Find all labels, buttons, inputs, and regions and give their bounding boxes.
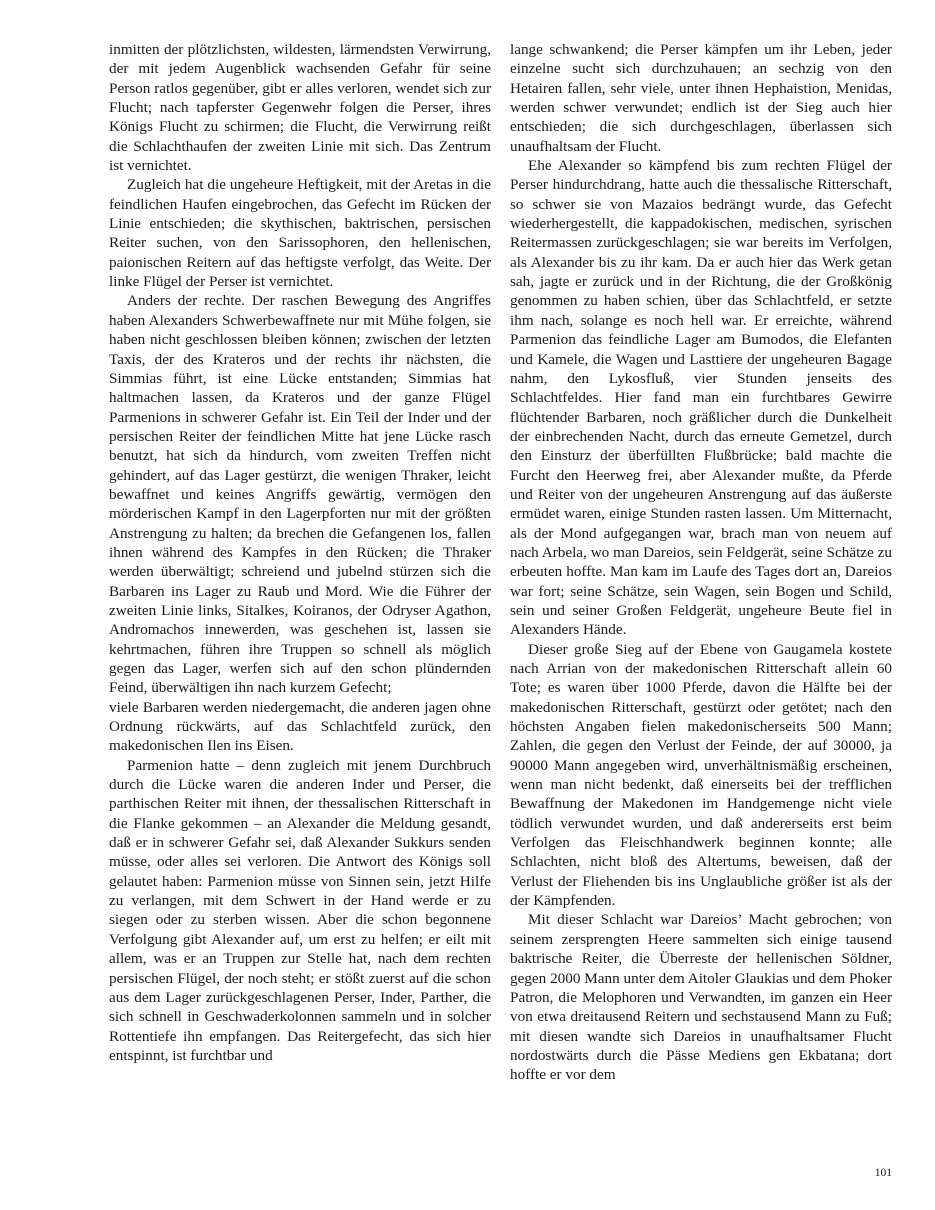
page-number: 101 <box>874 1167 892 1179</box>
paragraph: lange schwankend; die Perser kämpfen um ihr Leben, jeder einzelne sucht sich durchzuhauen; an sechzig von den Hetairen fallen, sehr viele, unter ihnen Hephaistion, Menidas, werden schwer verwundet; endlich ist der Sieg auch hier entschieden; die sich durchgeschlagen, überlassen sich unaufhaltsam der Flucht. <box>510 41 892 155</box>
paragraph: Mit dieser Schlacht war Dareios’ Macht gebrochen; von seinem zersprengten Heere sammelten sich einige tausend baktrische Reiter, die Überreste der hellenischen Söldner, gegen 2000 Mann unter dem Aitoler Glaukias und dem Phoker Patron, die Melophoren und Verwandten, im ganzen ein Heer von etwa dreitausend Reitern und sechstausend Mann zu Fuß; mit diesen wandte sich Dareios in unaufhaltsamer Flucht nordostwärts durch die Pässe Mediens gen Ekbatana; dort hoffte er vor dem <box>510 911 892 1084</box>
left-text-column <box>109 40 491 1065</box>
paragraph: Zugleich hat die ungeheure Heftigkeit, mit der Aretas in die feindlichen Haufen eingebrochen, das Gefecht im Rücken der Linie entschieden; die skythischen, baktrischen, persischen Reiter suchen, von den Sarissophoren, den hellenischen, paionischen Reitern auf das heftigste verfolgt, das Weite. Der linke Flügel der Perser ist vernichtet. <box>109 176 491 291</box>
paragraph: Parmenion hatte – denn zugleich mit jenem Durchbruch durch die Lücke waren die anderen Inder und Perser, die parthischen Reiter mit ihnen, der thessalischen Ritterschaft in die Flanke gekommen – an Alexander die Meldung gesandt, daß er in schwerer Gefahr sei, daß Alexander Sukkurs senden müsse, oder alles sei verloren. Die Antwort des Königs soll gelautet haben: Parmenion müsse von Sinnen sein, jetzt Hilfe zu verlangen, mit dem Schwert in der Hand werde er zu siegen oder zu sterben wissen. Aber die schon begonnene Verfolgung gibt Alexander auf, um erst zu helfen; er eilt mit allem, was er an Truppen zur Stelle hat, nach dem rechten persischen Flügel, der noch steht; er stößt zuerst auf die schon aus dem Lager zurückgeschlagenen Perser, Inder, Parther, die sich schnell in Geschwaderkolonnen sammeln und in solcher Rottentiefe ihn empfangen. Das Reitergefecht, das sich hier entspinnt, ist furchtbar und <box>109 756 491 1064</box>
paragraph: Anders der rechte. Der raschen Bewegung des Angriffes haben Alexanders Schwerbewaffnete nur mit Mühe folgen, sie haben nicht geschlossen bleiben können; zwischen der letzten Taxis, der des Krateros und der rechts ihr nächsten, die Simmias führt, ist eine Lücke entstanden; Simmias hat haltmachen lassen, da Krateros und der ganze Flügel Parmenions in schwerer Gefahr ist. Ein Teil der Inder und der persischen Reiter der feindlichen Mitte hat jene Lücke rasch benutzt, hat sich da hindurch, vom zweiten Treffen nicht gehindert, auf das Lager gestürzt, die wenigen Thraker, leicht bewaffnet und keines Angriffs gewärtig, vermögen den mörderischen Kampf in den Lagerpforten nur mit der größten Anstrengung zu halten; da brechen die Gefangenen los, fallen ihnen während des Kampfes in den Rücken; die Thraker werden überwältigt; schreiend und jubelnd stürzen sich die Barbaren ins Lager zu Raub und Mord. Wie die Führer der zweiten Linie links, Sitalkes, Koiranos, der Odryser Agathon, Andromachos innewerden, was geschehen ist, lassen sie kehrtmachen, führen ihre Truppen so schnell als möglich gegen das Lager, werfen sich auf den schon plündernden Feind, überwältigen ihn nach kurzem Gefecht; <box>109 292 491 697</box>
right-text-column <box>510 40 892 1085</box>
paragraph: Ehe Alexander so kämpfend bis zum rechten Flügel der Perser hindurchdrang, hatte auch die thessalische Ritterschaft, so schwer sie von Mazaios bedrängt wurde, das Gefecht wiederhergestellt, die kappadokischen, medischen, syrischen Reitermassen zurückgeschlagen; sie war bereits im Verfolgen, als Alexander bis zu ihr kam. Da er auch hier das Werk getan sah, jagte er zurück und in der Richtung, die der Großkönig genommen zu haben schien, über das Schlachtfeld, er setzte ihm nach, solange es noch hell war. Er erreichte, während Parmenion das feindliche Lager am Bumodos, die Elefanten und Kamele, die Wagen und Lasttiere der ungeheuren Bagage nahm, den Lykosfluß, vier Stunden jenseits des Schlachtfeldes. Hier fand man ein furchtbares Gewirre flüchtender Barbaren, noch gräßlicher durch die Dunkelheit der einbrechenden Nacht, durch das erneute Gemetzel, durch den Einsturz der überfüllten Flußbrücke; bald machte die Furcht den Heerweg frei, aber Alexander mußte, da Pferde und Reiter von der ungeheuren Anstrengung auf das äußerste ermüdet waren, einige Stunden rasten lassen. Um Mitternacht, als der Mond aufgegangen war, brach man von neuem auf nach Arbela, wo man Dareios, sein Feldgerät, seine Schätze zu erbeuten hoffte. Man kam im Laufe des Tages dort an, Dareios war fort; seine Schätze, sein Wagen, sein Bogen und Schild, sein und seiner Großen Feldgerät, ungeheure Beute fiel in Alexanders Hände. <box>510 157 892 639</box>
paragraph: Dieser große Sieg auf der Ebene von Gaugamela kostete nach Arrian von der makedonischen Ritterschaft allein 60 Tote; es waren über 1000 Pferde, davon die Hälfte bei der makedonischen Ritterschaft, gestürzt oder getötet; nach den höchsten Angaben fielen makedonischerseits 500 Mann; Zahlen, die gegen den Verlust der Feinde, der auf 30000, ja 90000 Mann angegeben wird, unverhältnismäßig erscheinen, wenn man nicht bedenkt, daß einerseits bei der trefflichen Bewaffnung der Makedonen im Handgemenge nicht viele tödlich verwundet wurden, und daß andererseits erst beim Verfolgen das Fleischhandwerk beginnen konnte; alle Schlachten, nicht bloß des Altertums, beweisen, daß der Verlust der Fliehenden bis ins Unglaubliche größer ist als der der Kämpfenden. <box>510 640 892 910</box>
paragraph: inmitten der plötzlichsten, wildesten, lärmendsten Verwirrung, der mit jedem Augenblick wachsenden Gefahr für seine Person ratlos gegenüber, gibt er alles verloren, wendet sich zur Flucht; nach tapferster Gegenwehr folgen die Perser, ihres Königs Flucht zu schirmen; die Flucht, die Verwirrung reißt die Schlachthaufen der zweiten Linie mit sich. Das Zentrum ist vernichtet. <box>109 41 491 175</box>
paragraph: viele Barbaren werden niedergemacht, die anderen jagen ohne Ordnung rückwärts, auf das Schlachtfeld zurück, den makedonischen Ilen ins Eisen. <box>109 698 491 755</box>
